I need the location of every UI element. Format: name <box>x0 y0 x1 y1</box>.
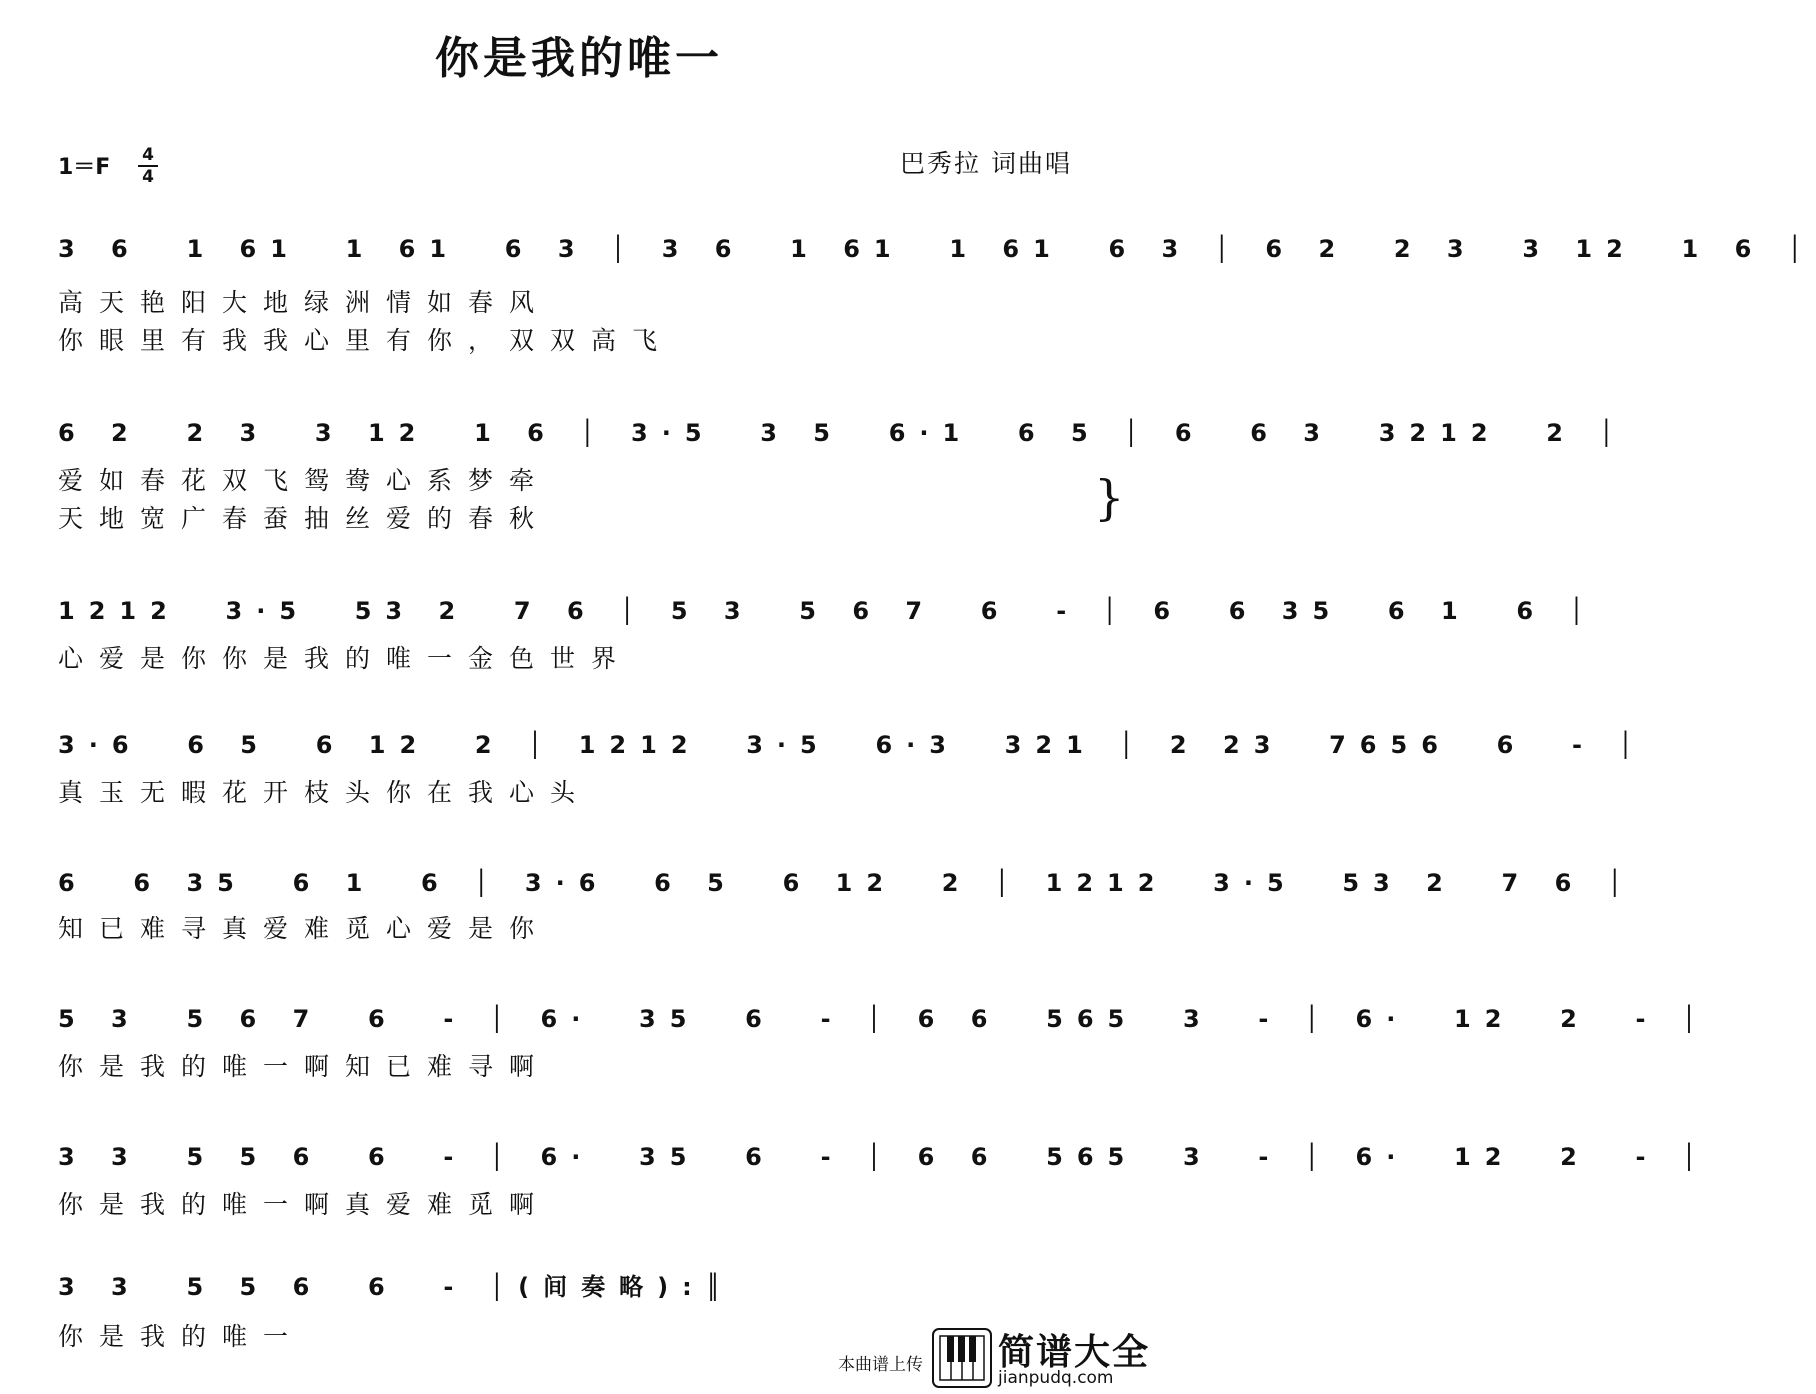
page-title: 你是我的唯一 <box>435 33 723 84</box>
score-row-3 <box>58 588 1598 688</box>
notation-line: 3 3 5 5 6 6 - │(间奏略):║ <box>58 1273 735 1301</box>
lyric-line-1: 知已难寻真爱难觅心爱是你 <box>58 914 551 943</box>
time-signature-top: 4 <box>142 145 154 165</box>
verse-brace: } <box>1094 470 1125 526</box>
key-signature: 1＝F <box>58 155 111 180</box>
lyric-line-1: 高天艳阳大地绿洲情如春风 <box>58 288 551 317</box>
notation-line: 1212 3·5 53 2 7 6 │ 5 3 5 6 7 6 - │ 6 6 35 6 1 6 │ <box>58 597 1598 625</box>
lyric-line-1: 你是我的唯一啊真爱难觅啊 <box>58 1190 551 1219</box>
upload-note: 本曲谱上传 <box>838 1355 923 1375</box>
score-row-1 <box>58 226 1816 366</box>
score-row-2 <box>58 410 1628 550</box>
lyric-line-2: 天地宽广春蚕抽丝爱的春秋 <box>58 504 551 533</box>
notation-line: 5 3 5 6 7 6 - │ 6· 35 6 - │ 6 6 565 3 - │ 6· 12 2 - │ <box>58 1005 1711 1033</box>
score-row-5 <box>58 860 1637 960</box>
lyric-line-1: 爱如春花双飞鸳鸯心系梦牵 <box>58 466 551 495</box>
lyric-line-1: 你是我的唯一 <box>58 1322 305 1351</box>
score-row-4 <box>58 722 1647 822</box>
composer-credit: 巴秀拉 词曲唱 <box>900 149 1072 178</box>
site-url[interactable]: jianpudq.com <box>998 1368 1114 1388</box>
brand-name: 简谱大全 <box>998 1332 1151 1373</box>
time-signature-bottom: 4 <box>142 167 154 187</box>
lyric-line-1: 你是我的唯一啊知已难寻啊 <box>58 1052 551 1081</box>
score-row-7 <box>58 1134 1711 1234</box>
lyric-line-2: 你眼里有我我心里有你，双双高飞 <box>58 326 674 355</box>
lyric-line-1: 心爱是你你是我的唯一金色世界 <box>58 644 633 673</box>
notation-line: 6 2 2 3 3 12 1 6 │ 3·5 3 5 6·1 6 5 │ 6 6 3 3212 2 │ <box>58 419 1628 447</box>
notation-line: 3 6 1 61 1 61 6 3 │ 3 6 1 61 1 61 6 3 │ 6 2 2 3 3 12 1 6 │ <box>58 235 1816 263</box>
site-logo[interactable] <box>932 1324 1154 1392</box>
notation-line: 6 6 35 6 1 6 │ 3·6 6 5 6 12 2 │ 1212 3·5 53 2 7 6 │ <box>58 869 1637 897</box>
score-row-6 <box>58 996 1711 1096</box>
lyric-line-1: 真玉无暇花开枝头你在我心头 <box>58 778 592 807</box>
notation-line: 3·6 6 5 6 12 2 │ 1212 3·5 6·3 321 │ 2 23 7656 6 - │ <box>58 731 1647 759</box>
notation-line: 3 3 5 5 6 6 - │ 6· 35 6 - │ 6 6 565 3 - │ 6· 12 2 - │ <box>58 1143 1711 1171</box>
time-signature <box>136 146 160 186</box>
piano-keys-icon <box>932 1328 992 1388</box>
